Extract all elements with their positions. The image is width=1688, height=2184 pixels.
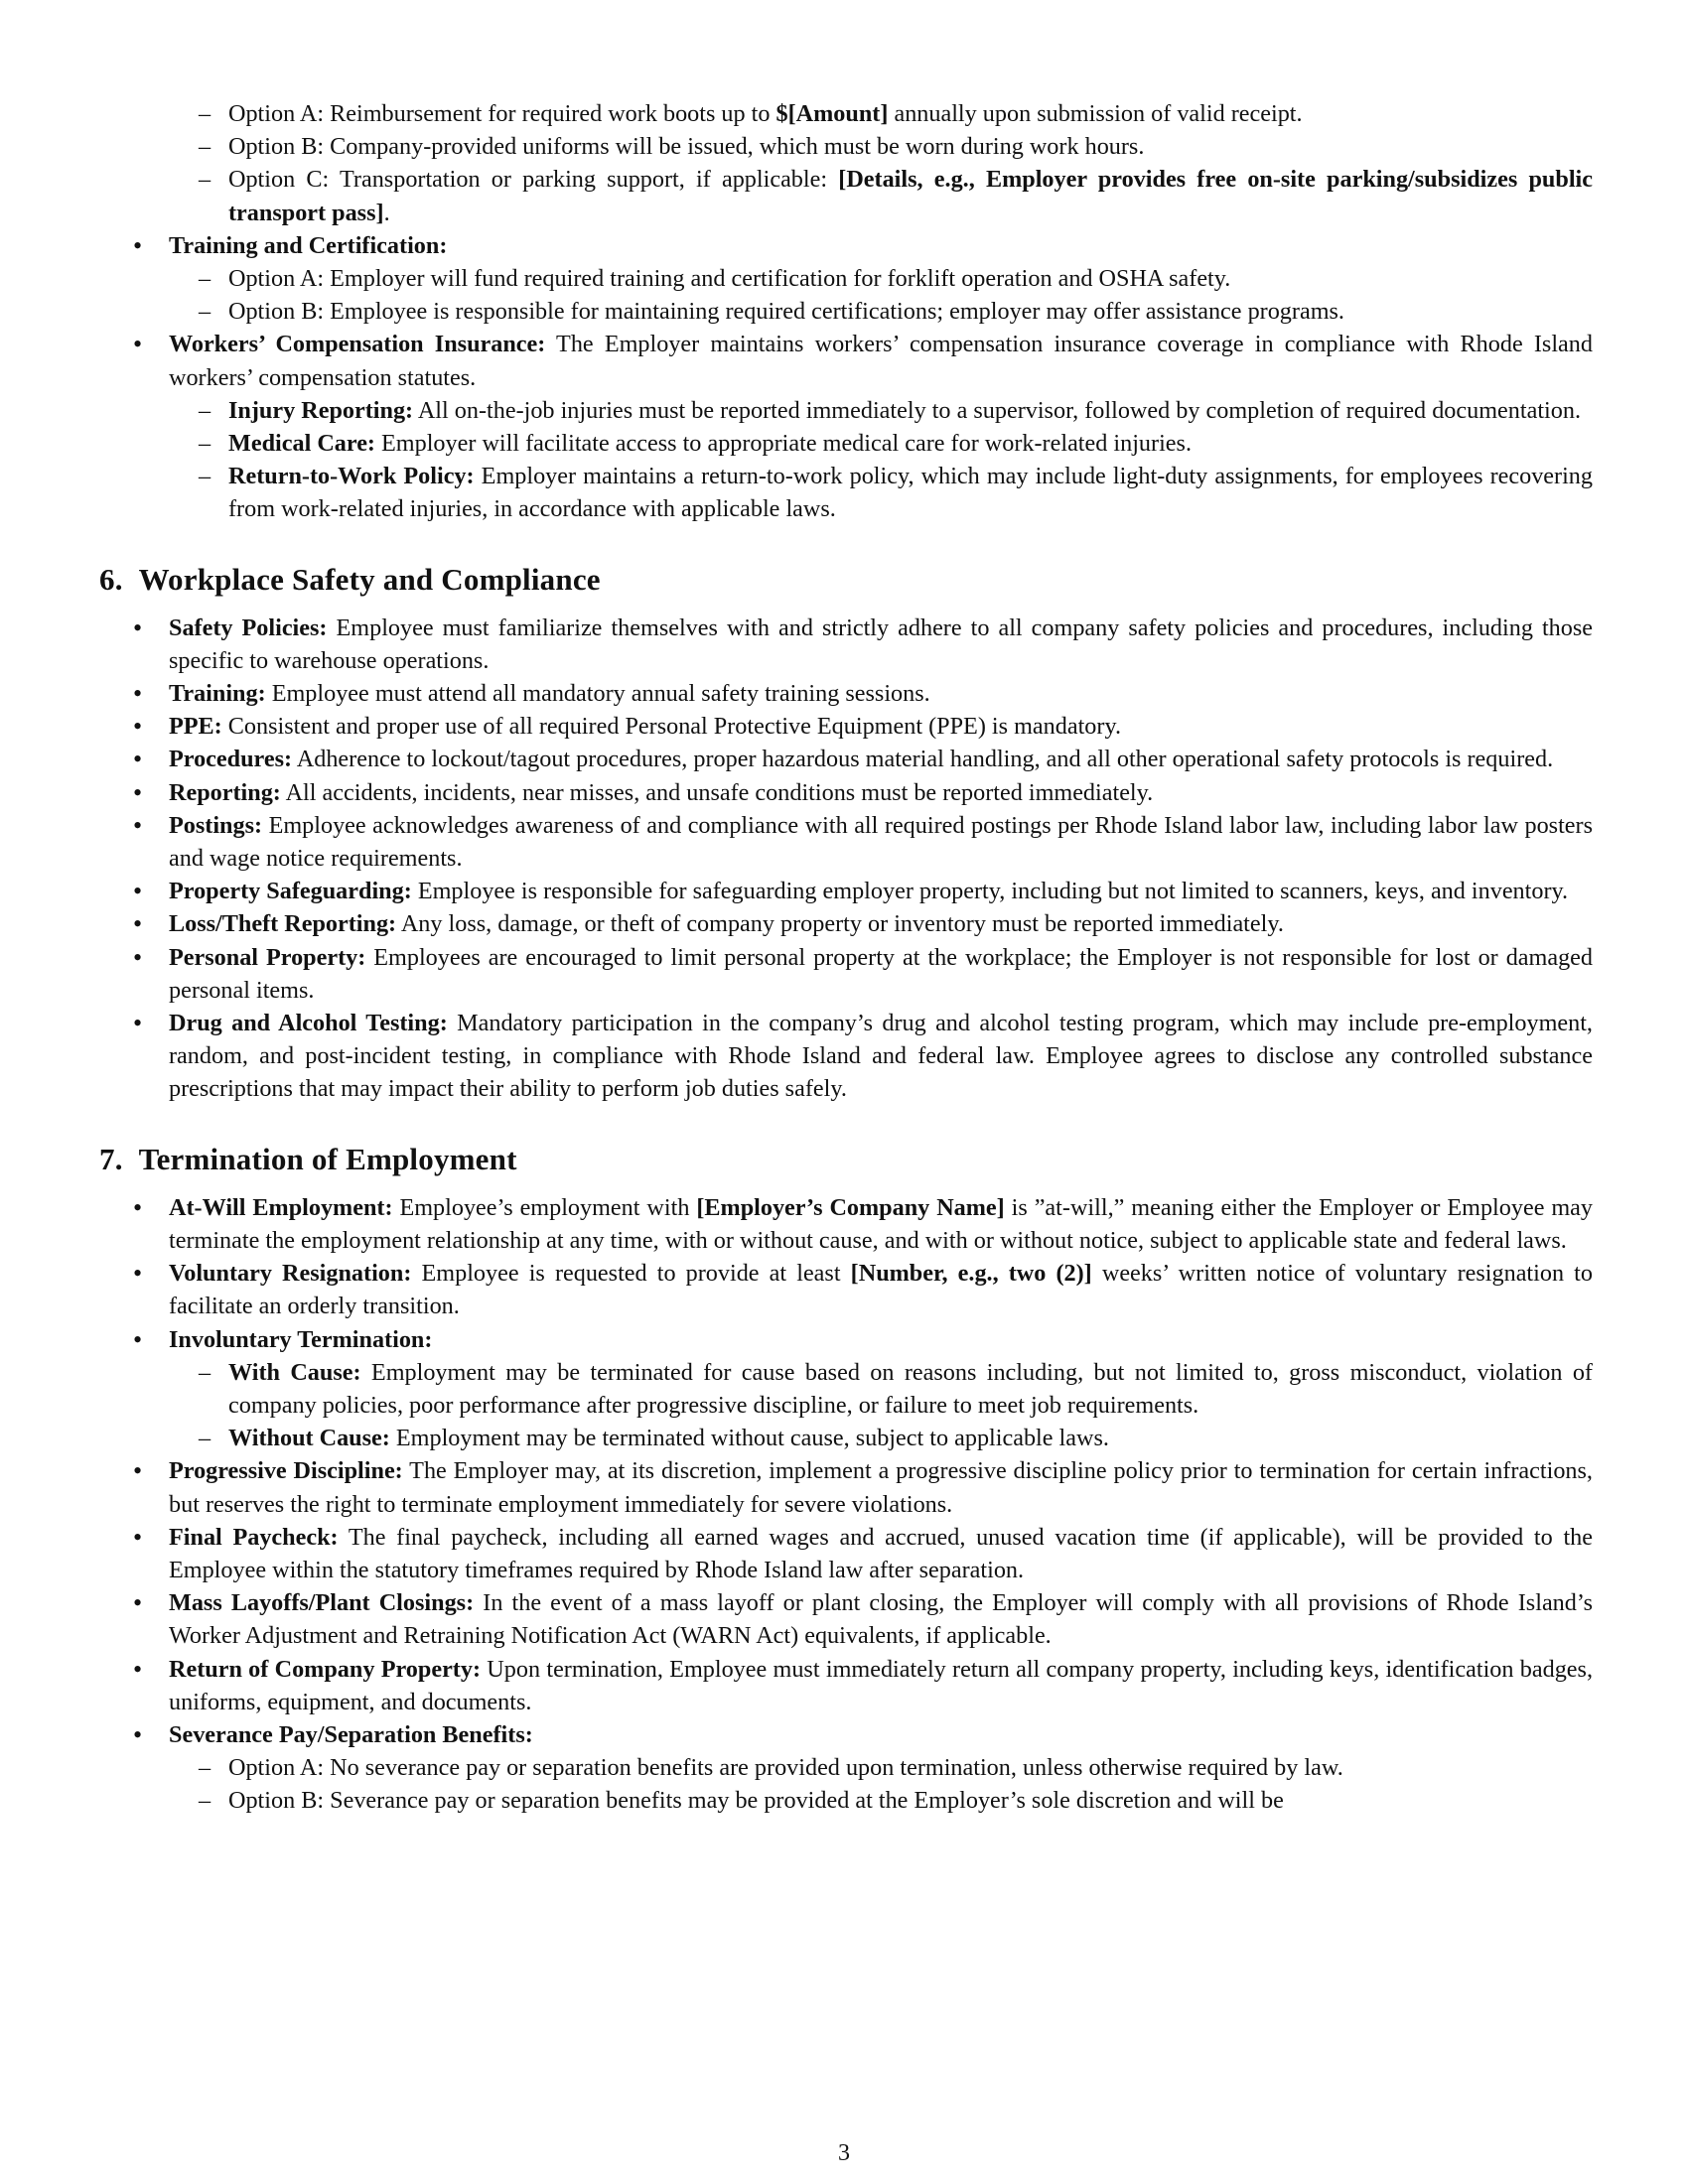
list-item: • Training: Employee must attend all mandatory annual safety training sessions. [99, 677, 1593, 710]
list-item: • Progressive Discipline: The Employer may, at its discretion, implement a progressive discipline policy prior to termination for certain infractions, but reserves the right to terminate employment immediately for severe violations. [99, 1454, 1593, 1520]
list-item: • Reporting: All accidents, incidents, near misses, and unsafe conditions must be reported immediately. [99, 776, 1593, 809]
list-item-workers-comp: • Workers’ Compensation Insurance: The Employer maintains workers’ compensation insurance coverage in compliance with Rhode Island workers’ compensation statutes. – Injury Reporting: All on-the-job injuries must be reported immediately to a supervisor, followed by completion of required documentation. – Medical Care: Employer will facilitate access to appropriate medical care for work-related injuries. – Return-to-Work Policy: Employer maintains a return-to-work policy, which may include light-duty assignments, for employees recovering from work-related injuries, in accordance with applicable laws. [99, 328, 1593, 525]
benefits-list [99, 229, 1593, 526]
section-6-heading: 6. Workplace Safety and Compliance [99, 561, 601, 597]
list-item: – Option A: Reimbursement for required work boots up to $[Amount] annually upon submission of valid receipt. [99, 97, 1593, 130]
list-item: • Return of Company Property: Upon termination, Employee must immediately return all company property, including keys, identification badges, uniforms, equipment, and documents. [99, 1653, 1593, 1718]
list-item-involuntary-termination: • Involuntary Termination: – With Cause: Employment may be terminated for cause based on reasons including, but not limited to, gross misconduct, violation of company policies, poor performance after progressive discipline, or failure to meet job requirements. – Without Cause: Employment may be terminated without cause, subject to applicable laws. [99, 1323, 1593, 1455]
list-item-voluntary-resignation: • Voluntary Resignation: Employee is requested to provide at least [Number, e.g., two (2)] weeks’ written notice of voluntary resignation to facilitate an orderly transition. [99, 1257, 1593, 1322]
list-item: – Option B: Company-provided uniforms will be issued, which must be worn during work hours. [99, 130, 1593, 163]
list-item: • Personal Property: Employees are encouraged to limit personal property at the workplace; the Employer is not responsible for lost or damaged personal items. [99, 941, 1593, 1007]
section-6-list [99, 612, 1593, 1106]
list-item: • Procedures: Adherence to lockout/tagout procedures, proper hazardous material handling, and all other operational safety protocols is required. [99, 743, 1593, 775]
list-item: – With Cause: Employment may be terminated for cause based on reasons including, but not limited to, gross misconduct, violation of company policies, poor performance after progressive discipline, or failure to meet job requirements. [169, 1356, 1593, 1422]
list-item: • Safety Policies: Employee must familiarize themselves with and strictly adhere to all company safety policies and procedures, including those specific to warehouse operations. [99, 612, 1593, 677]
list-item: – Without Cause: Employment may be terminated without cause, subject to applicable laws. [169, 1422, 1593, 1454]
list-item-at-will: • At-Will Employment: Employee’s employment with [Employer’s Company Name] is ”at-will,” meaning either the Employer or Employee may terminate the employment relationship at any time, with or without cause, and with or without notice, subject to applicable state and federal laws. [99, 1191, 1593, 1257]
list-item: – Option B: Employee is responsible for maintaining required certifications; employer may offer assistance programs. [169, 295, 1593, 328]
list-item: • PPE: Consistent and proper use of all required Personal Protective Equipment (PPE) is mandatory. [99, 710, 1593, 743]
list-item: – Option A: No severance pay or separation benefits are provided upon termination, unless otherwise required by law. [169, 1751, 1593, 1784]
list-item: – Return-to-Work Policy: Employer maintains a return-to-work policy, which may include light-duty assignments, for employees recovering from work-related injuries, in accordance with applicable laws. [169, 460, 1593, 525]
benefit-options-list [99, 97, 1593, 229]
list-item: • Final Paycheck: The final paycheck, including all earned wages and accrued, unused vacation time (if applicable), will be provided to the Employee within the statutory timeframes required by Rhode Island law after separation. [99, 1521, 1593, 1586]
list-item: – Option A: Employer will fund required training and certification for forklift operation and OSHA safety. [169, 262, 1593, 295]
list-item: – Option B: Severance pay or separation benefits may be provided at the Employer’s sole discretion and will be [169, 1784, 1593, 1817]
list-item: – Injury Reporting: All on-the-job injuries must be reported immediately to a supervisor, followed by completion of required documentation. [169, 394, 1593, 427]
page-number: 3 [838, 2140, 850, 2166]
list-item: – Option C: Transportation or parking support, if applicable: [Details, e.g., Employer provides free on-site parking/subsidizes public transport pass]. [99, 163, 1593, 228]
section-7-heading: 7. Termination of Employment [99, 1141, 517, 1176]
list-item-severance: • Severance Pay/Separation Benefits: – Option A: No severance pay or separation benefits are provided upon termination, unless otherwise required by law. – Option B: Severance pay or separation benefits may be provided at the Employer’s sole discretion and will be [99, 1718, 1593, 1818]
list-item: • Loss/Theft Reporting: Any loss, damage, or theft of company property or inventory must be reported immediately. [99, 907, 1593, 940]
list-item: • Property Safeguarding: Employee is responsible for safeguarding employer property, including but not limited to scanners, keys, and inventory. [99, 875, 1593, 907]
list-item: • Postings: Employee acknowledges awareness of and compliance with all required postings per Rhode Island labor law, including labor law posters and wage notice requirements. [99, 809, 1593, 875]
list-item-training-certification: • Training and Certification: – Option A: Employer will fund required training and certification for forklift operation and OSHA safety. – Option B: Employee is responsible for maintaining required certifications; employer may offer assistance programs. [99, 229, 1593, 329]
list-item: • Mass Layoffs/Plant Closings: In the event of a mass layoff or plant closing, the Employer will comply with all provisions of Rhode Island’s Worker Adjustment and Retraining Notification Act (WARN Act) equivalents, if applicable. [99, 1586, 1593, 1652]
list-item: • Drug and Alcohol Testing: Mandatory participation in the company’s drug and alcohol testing program, which may include pre-employment, random, and post-incident testing, in compliance with Rhode Island and federal law. Employee agrees to disclose any controlled substance prescriptions that may impact their ability to perform job duties safely. [99, 1007, 1593, 1106]
list-item: – Medical Care: Employer will facilitate access to appropriate medical care for work-related injuries. [169, 427, 1593, 460]
section-7-list [99, 1191, 1593, 1818]
